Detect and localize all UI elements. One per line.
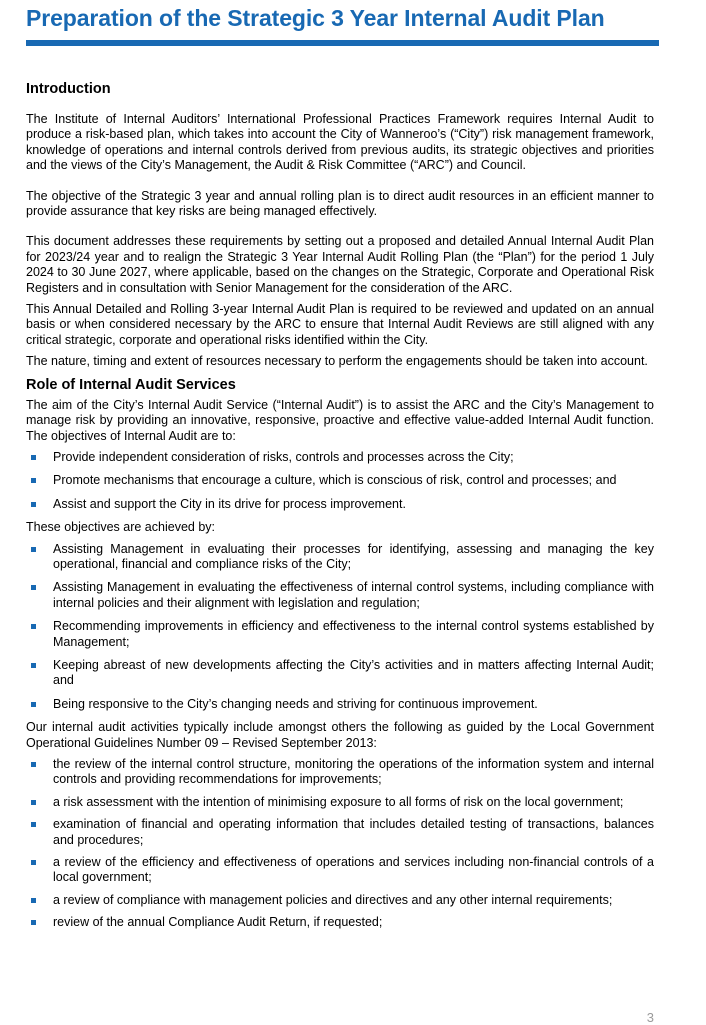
role-intro-paragraph: The aim of the City’s Internal Audit Service (“Internal Audit”) is to assist the ARC and the City’s Management to manage risk by providing an innovative, responsive, proactive and effective value-added Internal Audit function. The objectives of Internal Audit are to: [26, 397, 654, 443]
list-item: the review of the internal control structure, monitoring the operations of the information system and internal controls and providing recommendations for improvements; [26, 757, 654, 788]
achieved-intro: These objectives are achieved by: [26, 520, 215, 535]
objectives-list [26, 450, 654, 512]
list-item: Promote mechanisms that encourage a culture, which is conscious of risk, control and processes; and [26, 473, 654, 488]
list-item: Assisting Management in evaluating the effectiveness of internal control systems, including compliance with internal policies and their alignment with legislation and regulation; [26, 580, 654, 611]
intro-paragraph-2: The objective of the Strategic 3 year and annual rolling plan is to direct audit resources in an efficient manner to provide assurance that key risks are being managed effectively. [26, 188, 654, 219]
intro-paragraph-3: This document addresses these requirements by setting out a proposed and detailed Annual Internal Audit Plan for 2023/24 year and to realign the Strategic 3 Year Internal Audit Rolling Plan (the “Plan”) for the period 1 July 2024 to 30 June 2027, where applicable, based on the changes on the Strategic, Corporate and Operational Risk Registers and in consultation with Senior Management for the consideration of the ARC. [26, 234, 654, 295]
list-item: a review of compliance with management policies and directives and any other internal requirements; [26, 893, 654, 908]
intro-paragraph-5: The nature, timing and extent of resources necessary to perform the engagements should be taken into account. [26, 354, 648, 369]
list-item: Keeping abreast of new developments affecting the City’s activities and in matters affecting Internal Audit; and [26, 658, 654, 689]
activities-intro: Our internal audit activities typically include amongst others the following as guided by the Local Government Operational Guidelines Number 09 – Revised September 2013: [26, 720, 654, 750]
page-title: Preparation of the Strategic 3 Year Internal Audit Plan [26, 5, 605, 31]
list-item: a review of the efficiency and effectiveness of operations and services including non-financial controls of a local government; [26, 855, 654, 886]
title-underline [26, 40, 659, 46]
achieved-list [26, 542, 654, 713]
list-item: Provide independent consideration of risks, controls and processes across the City; [26, 450, 654, 465]
document-body [26, 80, 654, 938]
list-item: a risk assessment with the intention of minimising exposure to all forms of risk on the local government; [26, 795, 654, 810]
introduction-heading: Introduction [26, 81, 111, 97]
intro-paragraph-4: This Annual Detailed and Rolling 3-year Internal Audit Plan is required to be reviewed and updated on an annual basis or when considered necessary by the ARC to ensure that Internal Audit Reviews are still aligned with any critical strategic, corporate and operational risks identified within the City. [26, 302, 654, 347]
list-item: Recommending improvements in efficiency and effectiveness to the internal control systems established by Management; [26, 619, 654, 650]
list-item: review of the annual Compliance Audit Return, if requested; [26, 915, 654, 930]
page-number: 3 [646, 1010, 654, 1025]
role-heading: Role of Internal Audit Services [26, 376, 236, 393]
list-item: examination of financial and operating information that includes detailed testing of transactions, balances and procedures; [26, 817, 654, 848]
list-item: Being responsive to the City’s changing needs and striving for continuous improvement. [26, 697, 654, 712]
list-item: Assisting Management in evaluating their processes for identifying, assessing and managing the key operational, financial and compliance risks of the City; [26, 542, 654, 573]
list-item: Assist and support the City in its drive for process improvement. [26, 497, 654, 512]
intro-paragraph-1: The Institute of Internal Auditors’ International Professional Practices Framework requires Internal Audit to produce a risk-based plan, which takes into account the City of Wanneroo’s (“City”) risk management framework, knowledge of operations and internal controls derived from previous audits, its strategic objectives and priorities and the views of the City’s Management, the Audit & Risk Committee (“ARC”) and Council. [26, 112, 654, 173]
activities-list [26, 757, 654, 931]
